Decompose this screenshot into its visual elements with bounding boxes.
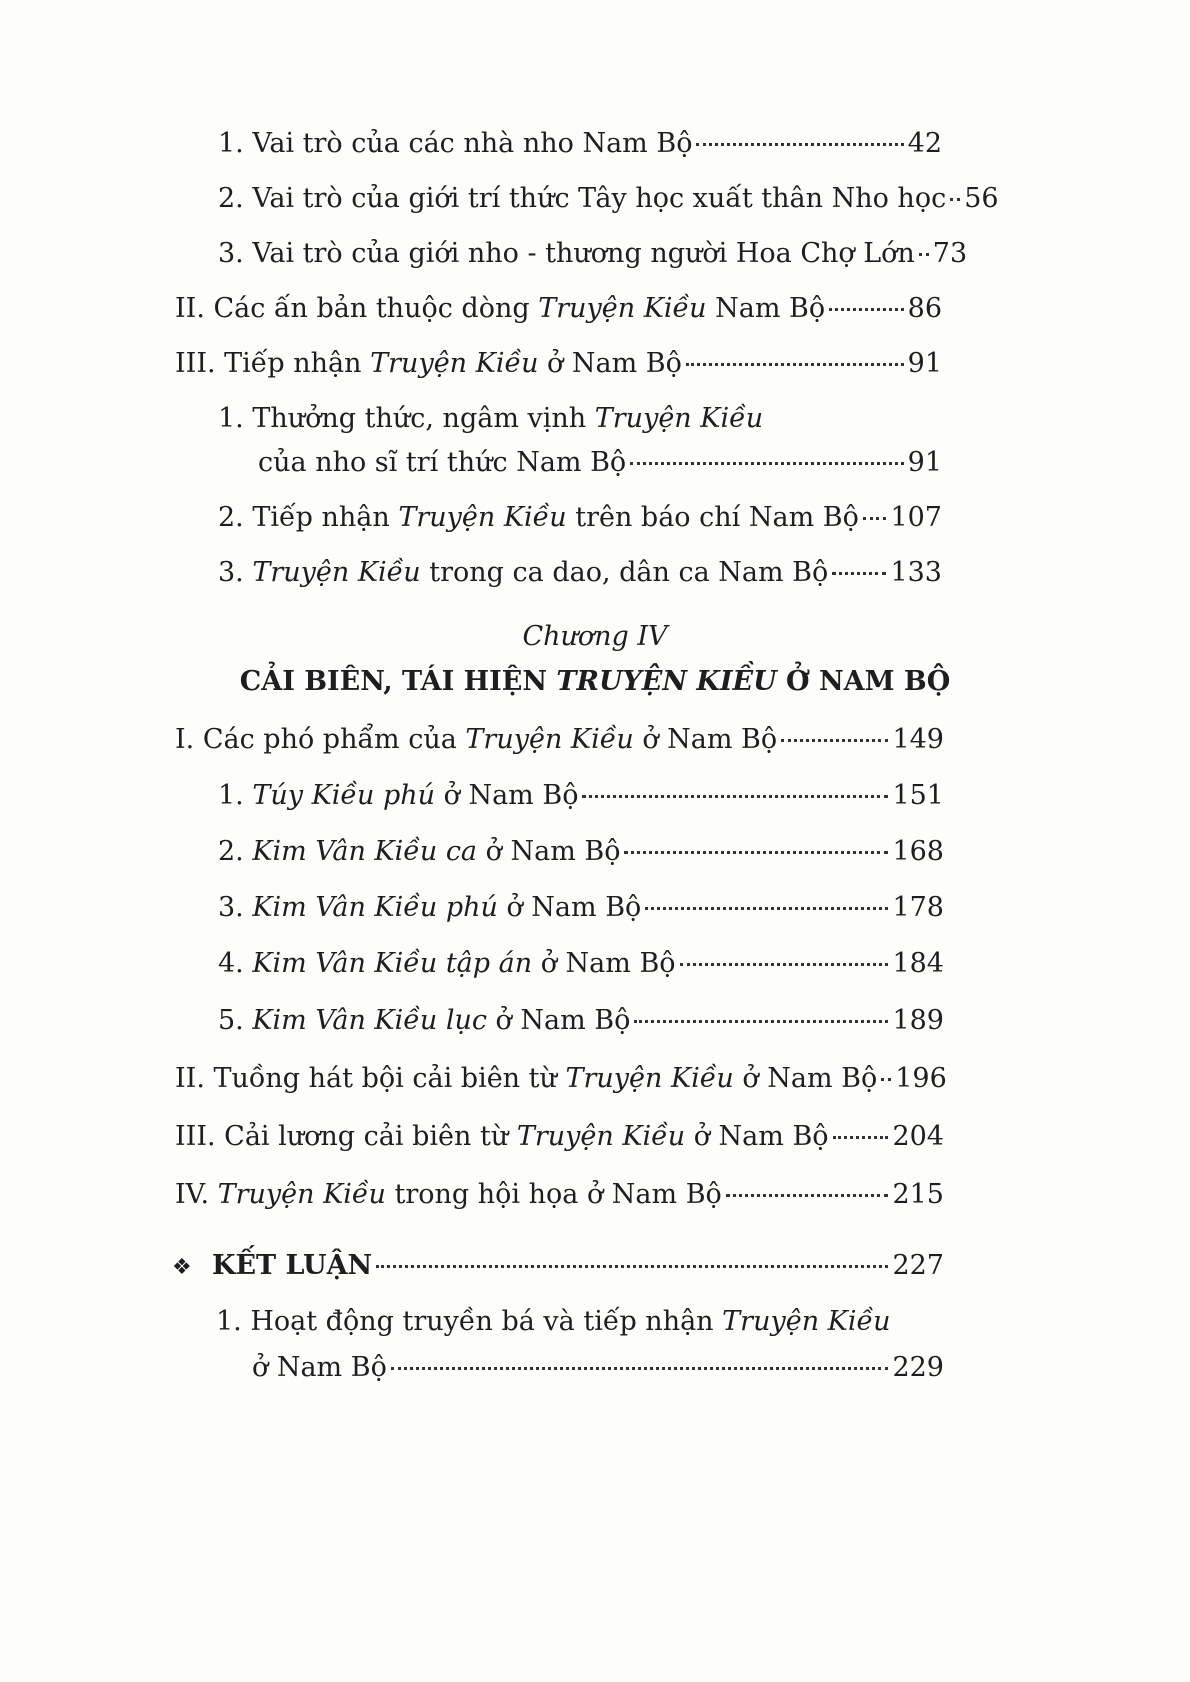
entry-text-segment: ở Nam Bộ xyxy=(477,836,621,867)
entry-text-segment: 3. Vai trò của giới nho - thương người Hoa Chợ Lớn xyxy=(218,238,915,269)
page-number: 168 xyxy=(892,836,944,867)
toc-entry[interactable] xyxy=(218,183,999,215)
entry-text-segment: ở Nam Bộ xyxy=(733,1063,878,1094)
entry-text-segment: trong ca dao, dân ca Nam Bộ xyxy=(420,557,829,588)
entry-text-segment: IV. xyxy=(175,1179,218,1210)
chapter-title xyxy=(0,665,1190,699)
entry-text-segment: ở Nam Bộ xyxy=(685,1121,829,1152)
toc-entry[interactable] xyxy=(252,1352,944,1384)
entry-text-segment: II. Các ấn bản thuộc dòng xyxy=(175,293,539,324)
dot-leader xyxy=(881,1078,891,1081)
dot-leader xyxy=(726,1194,889,1197)
dot-leader xyxy=(950,198,960,201)
toc-entry-line1[interactable] xyxy=(218,403,942,435)
page-number: 149 xyxy=(892,724,944,755)
entry-text-segment: Ở NAM BỘ xyxy=(776,666,951,697)
entry-text-segment: II. Tuồng hát bội cải biên từ xyxy=(175,1063,566,1094)
page-number: 184 xyxy=(892,948,944,979)
page-number: 227 xyxy=(892,1250,944,1281)
entry-title xyxy=(175,1179,722,1211)
entry-text-segment: trên báo chí Nam Bộ xyxy=(566,502,859,533)
dot-leader xyxy=(645,907,888,910)
toc-entry-line1[interactable] xyxy=(216,1306,944,1338)
page-number: 178 xyxy=(892,892,944,923)
entry-text-segment: Nam Bộ xyxy=(706,293,826,324)
entry-text-segment: Truyện Kiều xyxy=(594,403,764,434)
entry-title xyxy=(218,780,578,812)
dot-leader xyxy=(391,1367,889,1370)
dot-leader xyxy=(582,795,888,798)
dot-leader xyxy=(919,253,929,256)
toc-entry[interactable] xyxy=(218,780,944,812)
entry-text-segment: 2. Vai trò của giới trí thức Tây học xuất thân Nho học xyxy=(218,183,947,214)
toc-entry[interactable] xyxy=(175,1121,944,1153)
entry-title xyxy=(218,403,763,434)
entry-title xyxy=(218,892,641,924)
page-number: 229 xyxy=(892,1352,944,1383)
entry-title xyxy=(218,183,946,215)
entry-text-segment: 1. Hoạt động truyền bá và tiếp nhận xyxy=(216,1306,723,1337)
dot-leader xyxy=(781,739,888,742)
entry-text-segment: 5. xyxy=(218,1005,253,1036)
entry-text-segment: 2. xyxy=(218,836,253,867)
entry-title xyxy=(218,502,859,534)
entry-text-segment: ở Nam Bộ xyxy=(252,1352,387,1383)
page-number: 215 xyxy=(892,1179,944,1210)
entry-title xyxy=(175,348,682,380)
dot-leader xyxy=(630,462,903,465)
diamond-bullet-icon: ❖ xyxy=(172,1255,192,1280)
entry-text-segment: Truyện Kiều xyxy=(398,502,567,533)
page-number: 107 xyxy=(890,502,942,533)
dot-leader xyxy=(863,517,887,520)
entry-text-segment: Truyện Kiều xyxy=(722,1306,891,1337)
toc-entry[interactable] xyxy=(175,1179,944,1211)
page-number: 196 xyxy=(895,1063,947,1094)
page-number: 86 xyxy=(907,293,942,324)
entry-title xyxy=(175,293,825,325)
toc-entry[interactable] xyxy=(172,1250,944,1284)
toc-entry[interactable] xyxy=(175,1063,947,1095)
toc-entry[interactable] xyxy=(218,1005,944,1037)
entry-title xyxy=(216,1306,891,1337)
entry-text-segment: III. Tiếp nhận xyxy=(175,348,371,379)
entry-title xyxy=(218,1005,630,1037)
entry-text-segment: trong hội họa ở Nam Bộ xyxy=(385,1179,722,1210)
toc-entry[interactable] xyxy=(258,447,942,479)
dot-leader xyxy=(829,308,904,311)
entry-text-segment: Truyện Kiều xyxy=(538,293,707,324)
page-number: 73 xyxy=(932,238,968,269)
entry-text-segment: Truyện Kiều xyxy=(565,1063,734,1094)
entry-text-segment: ở Nam Bộ xyxy=(497,892,642,923)
entry-text-segment: I. Các phó phẩm của xyxy=(175,724,466,755)
toc-entry[interactable] xyxy=(218,836,944,868)
entry-text-segment: Truyện Kiều xyxy=(370,348,539,379)
toc-entry[interactable] xyxy=(218,948,944,980)
entry-title xyxy=(218,948,676,980)
entry-text-segment: CẢI BIÊN, TÁI HIỆN xyxy=(239,666,557,697)
dot-leader xyxy=(680,963,889,966)
chapter-number: Chương IV xyxy=(522,621,668,652)
page-number: 91 xyxy=(907,447,942,478)
entry-title xyxy=(218,836,620,868)
toc-entry[interactable] xyxy=(218,502,942,534)
entry-text-segment: TRUYỆN KIỀU xyxy=(556,666,777,697)
entry-text-segment: 1. Thưởng thức, ngâm vịnh xyxy=(218,403,595,434)
entry-title xyxy=(175,1121,829,1153)
toc-entry[interactable] xyxy=(175,724,944,756)
toc-entry[interactable] xyxy=(218,128,942,160)
page-number: 56 xyxy=(964,183,999,214)
entry-text-segment: 2. Tiếp nhận xyxy=(218,502,399,533)
entry-title xyxy=(258,447,626,479)
entry-text-segment: ở Nam Bộ xyxy=(538,348,682,379)
entry-text-segment: Truyện Kiều xyxy=(465,724,634,755)
entry-text-segment: Kim Vân Kiều ca xyxy=(252,836,478,867)
page-number: 133 xyxy=(890,557,942,588)
entry-title xyxy=(218,128,692,160)
page-number: 189 xyxy=(892,1005,944,1036)
entry-text-segment: Truyện Kiều xyxy=(516,1121,686,1152)
page-number: 151 xyxy=(892,780,944,811)
page-number: 204 xyxy=(892,1121,944,1152)
entry-text-segment: của nho sĩ trí thức Nam Bộ xyxy=(258,447,627,478)
page-number: 42 xyxy=(907,128,942,159)
dot-leader xyxy=(634,1020,888,1023)
dot-leader xyxy=(696,143,903,146)
entry-text-segment: 3. xyxy=(218,557,253,588)
dot-leader xyxy=(624,851,888,854)
dot-leader xyxy=(833,1136,889,1139)
entry-text-segment: ở Nam Bộ xyxy=(633,724,778,755)
entry-text-segment: 1. xyxy=(218,780,253,811)
entry-text-segment: 3. xyxy=(218,892,253,923)
dot-leader xyxy=(686,363,904,366)
entry-text-segment: Kim Vân Kiều tập án xyxy=(252,948,533,979)
entry-text-segment: Truyện Kiều xyxy=(217,1179,386,1210)
entry-text-segment: 1. Vai trò của các nhà nho Nam Bộ xyxy=(218,128,693,159)
entry-text-segment: Túy Kiều phú xyxy=(252,780,436,811)
entry-title xyxy=(172,1250,372,1284)
page-number: 91 xyxy=(907,348,942,379)
entry-title xyxy=(175,1063,877,1095)
entry-text-segment: Kim Vân Kiều lục xyxy=(252,1005,487,1036)
entry-title xyxy=(175,724,777,756)
dot-leader xyxy=(832,572,886,575)
entry-text-segment: Kim Vân Kiều phú xyxy=(252,892,498,923)
toc-entry[interactable] xyxy=(218,557,942,589)
entry-text-segment: III. Cải lương cải biên từ xyxy=(175,1121,517,1152)
entry-text-segment: ở Nam Bộ xyxy=(532,948,676,979)
dot-leader xyxy=(376,1265,888,1268)
entry-text-segment: Truyện Kiều xyxy=(252,557,421,588)
toc-entry[interactable] xyxy=(175,293,942,325)
entry-text-segment: ở Nam Bộ xyxy=(486,1005,631,1036)
entry-text-segment: KẾT LUẬN xyxy=(212,1250,373,1281)
entry-text-segment: ở Nam Bộ xyxy=(435,780,579,811)
toc-entry[interactable] xyxy=(218,892,944,924)
entry-title xyxy=(252,1352,387,1384)
entry-title xyxy=(218,238,915,270)
toc-entry[interactable] xyxy=(218,238,968,270)
entry-title xyxy=(218,557,828,589)
toc-entry[interactable] xyxy=(175,348,942,380)
entry-text-segment: 4. xyxy=(218,948,253,979)
